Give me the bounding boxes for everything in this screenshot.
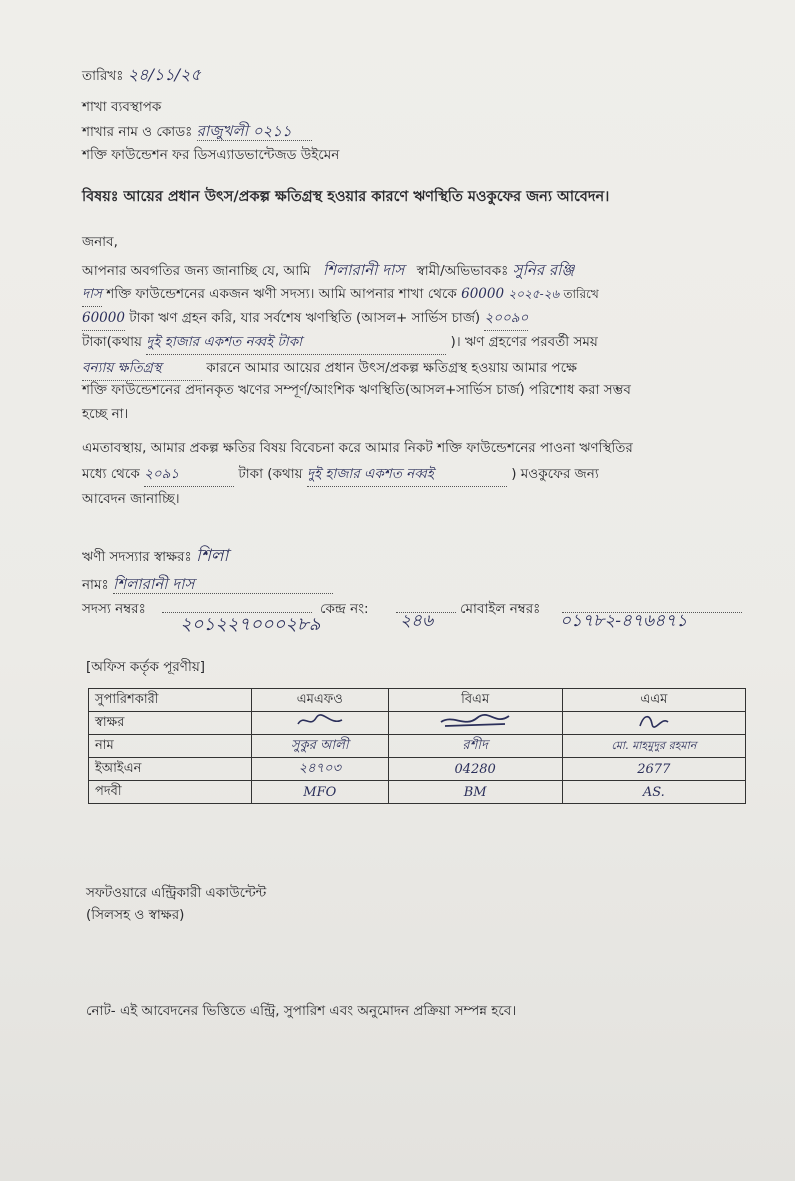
- header-mfo: এমএফও: [252, 689, 389, 712]
- recipient-title: শাখা ব্যবস্থাপক: [82, 99, 162, 115]
- row-label-name: নাম: [89, 735, 252, 758]
- footer-note: নোট- এই আবেদনের ভিত্তিতে এন্ট্রি, সুপারিশ এবং অনুমোদন প্রক্রিয়া সম্পন্ন হবে।: [86, 1003, 517, 1019]
- body-line-2: [82, 282, 599, 307]
- am-name: মো. মাহমুদুর রহমান: [562, 735, 745, 758]
- mobile-label: মোবাইল নম্বরঃ: [460, 601, 541, 617]
- table-row: [89, 781, 746, 804]
- office-table-header: [89, 689, 746, 712]
- bm-ein: 04280: [388, 758, 562, 781]
- row-label-ein: ইআইএন: [89, 758, 252, 781]
- salutation: জনাব,: [82, 234, 118, 250]
- table-row: [89, 735, 746, 758]
- body-text: )। ঋণ গ্রহণের পরবর্তী সময়: [450, 334, 598, 350]
- body-line-1: [82, 258, 574, 283]
- body-text: টাকা (কথায়: [238, 466, 303, 482]
- member-name-line: [82, 575, 333, 594]
- amount-handwritten: 60000: [82, 306, 125, 331]
- mobile-handwritten: ০১৭৮২-৪৭৬৪৭১: [560, 611, 688, 631]
- waiver-words-handwritten: দুই হাজার একশত নব্বই: [307, 462, 507, 487]
- body-line-9: [82, 462, 599, 487]
- bm-signature: [388, 712, 562, 735]
- body-line-6: শক্তি ফাউন্ডেশনের প্রদানকৃত ঋণের সম্পূর্ণ/আংশিক ঋণস্থিতি(আসল+সার্ভিস চার্জ) পরিশোধ করা সম্ভব: [82, 382, 631, 398]
- header-bm: বিএম: [388, 689, 562, 712]
- body-text: টাকা ঋণ গ্রহন করি, যার সর্বশেষ ঋণস্থিতি (আসল+ সার্ভিস চার্জ): [129, 310, 481, 326]
- member-signature-label: ঋণী সদস্যার স্বাক্ষরঃ: [82, 549, 192, 565]
- accountant-title: সফটওয়ারে এন্ট্রিকারী একাউন্টেন্ট: [86, 885, 267, 901]
- office-use-heading: [অফিস কর্তৃক পূরণীয়]: [86, 659, 206, 675]
- member-name-handwritten: শিলারানী দাস: [322, 261, 405, 279]
- mfo-name: সুকুর আলী: [252, 735, 389, 758]
- body-text: আপনার অবগতির জন্য জানাচ্ছি যে, আমি: [82, 263, 311, 279]
- loan-amount-handwritten: 60000: [461, 286, 505, 302]
- am-signature: [562, 712, 745, 735]
- bm-name: রশীদ: [388, 735, 562, 758]
- organization-line: শক্তি ফাউন্ডেশন ফর ডিসএ্যাডভান্টেজড উইমেন: [82, 147, 340, 163]
- body-line-10: আবেদন জানাচ্ছি।: [82, 491, 180, 507]
- guardian-handwritten: সুনির রঞ্জি: [512, 261, 575, 279]
- center-handwritten: ২৪৬: [400, 611, 434, 631]
- body-line-4: [82, 330, 598, 355]
- row-label-signature: স্বাক্ষর: [89, 712, 252, 735]
- branch-value: রাজুখলী ০২১১: [197, 122, 312, 141]
- member-number-rule: [162, 612, 312, 613]
- mfo-designation: MFO: [252, 781, 389, 804]
- member-signature: শিলা: [195, 546, 229, 566]
- loan-date-handwritten: ২০২৫-২৬: [508, 287, 560, 301]
- guardian-handwritten-2: দাস: [82, 282, 102, 307]
- subject-line: বিষয়ঃ আয়ের প্রধান উৎস/প্রকল্প ক্ষতিগ্রস্থ হওয়ার কারণে ঋণস্থিতি মওকুফের জন্য আবেদন।: [82, 189, 610, 205]
- bm-designation: BM: [388, 781, 562, 804]
- body-line-8: এমতাবস্থায়, আমার প্রকল্প ক্ষতির বিষয় বিবেচনা করে আমার নিকট শক্তি ফাউন্ডেশনের পাওনা ঋণস্থিতির: [82, 440, 633, 456]
- body-text: ) মওকুফের জন্য: [511, 466, 599, 482]
- member-name-handwritten-2: শিলারানী দাস: [113, 575, 333, 594]
- member-number-handwritten: ২০১২২৭০০০২৮৯: [180, 614, 321, 635]
- body-line-3: [82, 306, 528, 331]
- body-text: তারিখে: [563, 287, 599, 301]
- header-recommender: সুপারিশকারী: [89, 689, 252, 712]
- body-text: স্বামী/অভিভাবকঃ: [416, 263, 509, 279]
- body-line-7: হচ্ছে না।: [82, 406, 129, 422]
- row-label-designation: পদবী: [89, 781, 252, 804]
- mfo-ein: ২৪৭০৩: [252, 758, 389, 781]
- am-ein: 2677: [562, 758, 745, 781]
- waiver-amount-handwritten: ২০৯১: [144, 462, 234, 487]
- date-line: [82, 66, 201, 85]
- member-number-label: সদস্য নম্বরঃ: [82, 601, 146, 617]
- body-text: শক্তি ফাউন্ডেশনের একজন ঋণী সদস্য। আমি আপনার শাখা থেকে: [106, 286, 457, 302]
- header-am: এএম: [562, 689, 745, 712]
- office-table: [88, 688, 746, 804]
- balance-words-handwritten: দুই হাজার একশত নব্বই টাকা: [146, 330, 446, 355]
- center-label: কেন্দ্র নং:: [320, 601, 369, 617]
- mfo-signature: [252, 712, 389, 735]
- table-row: [89, 758, 746, 781]
- branch-label: শাখার নাম ও কোডঃ: [82, 124, 193, 140]
- date-value: ২৪/১১/২৫: [127, 65, 201, 84]
- branch-line: [82, 122, 312, 141]
- body-text: কারনে আমার আয়ের প্রধান উৎস/প্রকল্প ক্ষতিগ্রস্থ হওয়ায় আমার পক্ষে: [206, 360, 577, 376]
- accountant-seal-note: (সিলসহ ও স্বাক্ষর): [86, 907, 185, 923]
- member-signature-line: [82, 547, 228, 566]
- balance-handwritten: ২০০৯০: [484, 306, 528, 331]
- am-designation: AS.: [562, 781, 745, 804]
- body-text: মধ্যে থেকে: [82, 466, 140, 482]
- reason-handwritten: বন্যায় ক্ষতিগ্রস্থ: [82, 356, 202, 381]
- table-row: [89, 712, 746, 735]
- date-label: তারিখঃ: [82, 68, 124, 84]
- body-text: টাকা(কথায়: [82, 334, 142, 350]
- member-name-label: নামঃ: [82, 577, 109, 593]
